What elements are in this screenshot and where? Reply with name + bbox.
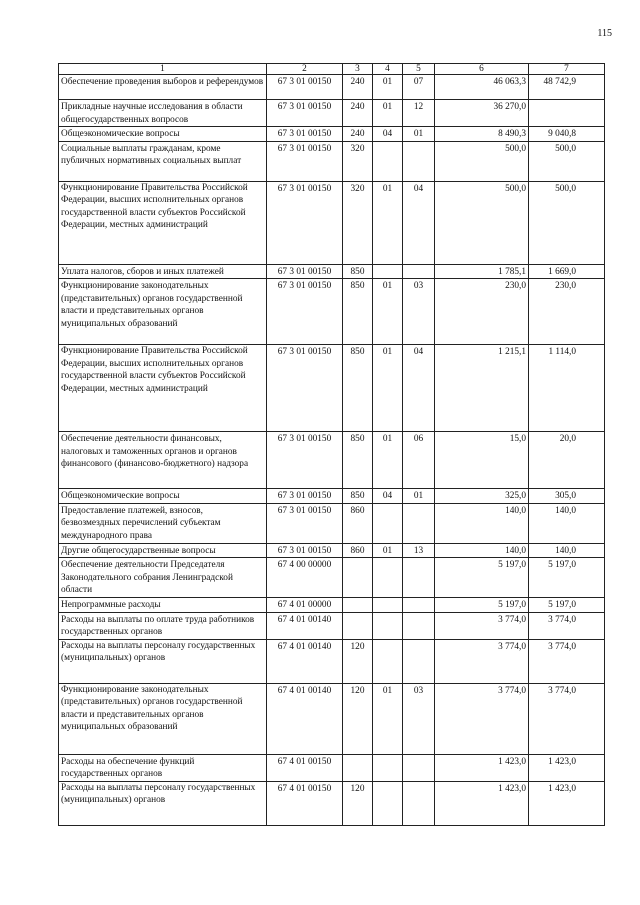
row-section: 01 [373, 683, 403, 754]
row-value-6: 325,0 [435, 489, 529, 504]
column-header: 6 [435, 64, 529, 75]
row-section [373, 612, 403, 639]
row-type: 850 [343, 432, 373, 489]
row-section [373, 639, 403, 683]
row-section: 01 [373, 543, 403, 558]
row-type: 120 [343, 781, 373, 825]
row-type [343, 612, 373, 639]
row-value-6: 230,0 [435, 279, 529, 345]
row-subsection [403, 558, 435, 598]
row-section: 04 [373, 127, 403, 142]
row-type: 850 [343, 279, 373, 345]
row-value-7: 1 669,0 [529, 264, 605, 279]
row-code: 67 3 01 00150 [267, 75, 343, 100]
row-code: 67 3 01 00150 [267, 141, 343, 181]
row-section: 01 [373, 181, 403, 264]
row-value-6: 1 423,0 [435, 781, 529, 825]
row-code: 67 3 01 00150 [267, 489, 343, 504]
row-value-7: 9 040,8 [529, 127, 605, 142]
row-code: 67 3 01 00150 [267, 279, 343, 345]
row-name: Социальные выплаты гражданам, кроме публичных нормативных социальных выплат [59, 141, 267, 181]
row-type: 240 [343, 127, 373, 142]
row-code: 67 3 01 00150 [267, 127, 343, 142]
row-value-7: 48 742,9 [529, 75, 605, 100]
row-name: Общеэкономические вопросы [59, 127, 267, 142]
table-row [59, 141, 605, 181]
row-value-7: 305,0 [529, 489, 605, 504]
table-row [59, 279, 605, 345]
row-section: 04 [373, 489, 403, 504]
row-value-7: 3 774,0 [529, 639, 605, 683]
row-value-6: 5 197,0 [435, 598, 529, 613]
row-value-7: 500,0 [529, 181, 605, 264]
row-type: 850 [343, 264, 373, 279]
table-row [59, 127, 605, 142]
table-row [59, 264, 605, 279]
row-subsection [403, 503, 435, 543]
row-type: 320 [343, 181, 373, 264]
row-type: 120 [343, 683, 373, 754]
column-header: 3 [343, 64, 373, 75]
table-row [59, 612, 605, 639]
row-subsection: 03 [403, 683, 435, 754]
row-section [373, 141, 403, 181]
row-subsection: 06 [403, 432, 435, 489]
row-value-6: 3 774,0 [435, 639, 529, 683]
row-value-7: 140,0 [529, 503, 605, 543]
table-row [59, 543, 605, 558]
row-code: 67 4 01 00000 [267, 598, 343, 613]
table-row [59, 683, 605, 754]
row-code: 67 3 01 00150 [267, 100, 343, 127]
row-value-6: 140,0 [435, 503, 529, 543]
row-value-7: 5 197,0 [529, 598, 605, 613]
row-name: Уплата налогов, сборов и иных платежей [59, 264, 267, 279]
row-value-6: 500,0 [435, 181, 529, 264]
row-subsection: 04 [403, 181, 435, 264]
row-name: Обеспечение проведения выборов и референдумов [59, 75, 267, 100]
row-name: Расходы на выплаты персоналу государственных (муниципальных) органов [59, 639, 267, 683]
row-subsection: 01 [403, 127, 435, 142]
row-code: 67 3 01 00150 [267, 543, 343, 558]
row-type [343, 558, 373, 598]
row-code: 67 4 01 00150 [267, 754, 343, 781]
column-header: 5 [403, 64, 435, 75]
row-code: 67 3 01 00150 [267, 432, 343, 489]
row-value-7: 1 423,0 [529, 781, 605, 825]
row-value-7 [529, 100, 605, 127]
row-subsection: 12 [403, 100, 435, 127]
page-number: 115 [597, 28, 612, 39]
table-header-row [59, 64, 605, 75]
row-subsection [403, 598, 435, 613]
row-subsection [403, 141, 435, 181]
row-section: 01 [373, 75, 403, 100]
row-section [373, 558, 403, 598]
row-subsection [403, 639, 435, 683]
row-code: 67 4 01 00140 [267, 683, 343, 754]
row-value-7: 3 774,0 [529, 612, 605, 639]
table-row [59, 489, 605, 504]
table-row [59, 181, 605, 264]
row-value-7: 1 423,0 [529, 754, 605, 781]
table-row [59, 432, 605, 489]
row-code: 67 3 01 00150 [267, 503, 343, 543]
row-value-6: 8 490,3 [435, 127, 529, 142]
row-name: Предоставление платежей, взносов, безвозмездных перечислений субъектам международного права [59, 503, 267, 543]
row-value-7: 1 114,0 [529, 345, 605, 432]
row-value-6: 1 785,1 [435, 264, 529, 279]
row-section [373, 598, 403, 613]
row-name: Другие общегосударственные вопросы [59, 543, 267, 558]
row-name: Функционирование Правительства Российской Федерации, высших исполнительных органов государственной власти субъектов Российской Федерации, местных администраций [59, 181, 267, 264]
row-value-7: 230,0 [529, 279, 605, 345]
row-subsection: 13 [403, 543, 435, 558]
row-type [343, 598, 373, 613]
row-value-7: 3 774,0 [529, 683, 605, 754]
row-name: Расходы на выплаты персоналу государственных (муниципальных) органов [59, 781, 267, 825]
row-subsection [403, 754, 435, 781]
column-header: 4 [373, 64, 403, 75]
table-row [59, 754, 605, 781]
budget-table [58, 63, 605, 826]
row-type: 850 [343, 489, 373, 504]
row-section [373, 754, 403, 781]
table-row [59, 100, 605, 127]
row-type: 240 [343, 75, 373, 100]
row-value-6: 36 270,0 [435, 100, 529, 127]
row-section: 01 [373, 432, 403, 489]
row-type: 860 [343, 543, 373, 558]
row-subsection: 04 [403, 345, 435, 432]
table-row [59, 75, 605, 100]
row-name: Прикладные научные исследования в области общегосударственных вопросов [59, 100, 267, 127]
row-value-6: 15,0 [435, 432, 529, 489]
row-section: 01 [373, 345, 403, 432]
row-code: 67 3 01 00150 [267, 345, 343, 432]
row-code: 67 4 01 00140 [267, 612, 343, 639]
row-code: 67 3 01 00150 [267, 264, 343, 279]
row-type: 120 [343, 639, 373, 683]
row-code: 67 4 01 00140 [267, 639, 343, 683]
row-code: 67 4 01 00150 [267, 781, 343, 825]
table-row [59, 503, 605, 543]
row-value-6: 3 774,0 [435, 612, 529, 639]
row-type: 850 [343, 345, 373, 432]
row-name: Функционирование законодательных (представительных) органов государственной власти и представительных органов муниципальных образований [59, 279, 267, 345]
column-header: 2 [267, 64, 343, 75]
row-value-6: 5 197,0 [435, 558, 529, 598]
column-header: 7 [529, 64, 605, 75]
row-value-7: 500,0 [529, 141, 605, 181]
row-value-6: 500,0 [435, 141, 529, 181]
row-value-6: 1 423,0 [435, 754, 529, 781]
row-value-6: 3 774,0 [435, 683, 529, 754]
table-row [59, 558, 605, 598]
row-name: Расходы на выплаты по оплате труда работников государственных органов [59, 612, 267, 639]
row-code: 67 3 01 00150 [267, 181, 343, 264]
row-value-7: 140,0 [529, 543, 605, 558]
row-value-7: 20,0 [529, 432, 605, 489]
column-header: 1 [59, 64, 267, 75]
row-subsection: 01 [403, 489, 435, 504]
row-section: 01 [373, 279, 403, 345]
row-code: 67 4 00 00000 [267, 558, 343, 598]
row-value-7: 5 197,0 [529, 558, 605, 598]
row-name: Обеспечение деятельности финансовых, налоговых и таможенных органов и органов финансового (финансово-бюджетного) надзора [59, 432, 267, 489]
row-section [373, 264, 403, 279]
row-value-6: 1 215,1 [435, 345, 529, 432]
row-name: Функционирование Правительства Российской Федерации, высших исполнительных органов государственной власти субъектов Российской Федерации, местных администраций [59, 345, 267, 432]
table-row [59, 639, 605, 683]
row-subsection [403, 612, 435, 639]
row-section: 01 [373, 100, 403, 127]
row-subsection: 07 [403, 75, 435, 100]
row-subsection [403, 781, 435, 825]
row-section [373, 503, 403, 543]
row-type: 320 [343, 141, 373, 181]
row-name: Обеспечение деятельности Председателя Законодательного собрания Ленинградской области [59, 558, 267, 598]
table-row [59, 781, 605, 825]
row-name: Расходы на обеспечение функций государственных органов [59, 754, 267, 781]
row-name: Непрограммные расходы [59, 598, 267, 613]
table-row [59, 598, 605, 613]
table-row [59, 345, 605, 432]
row-name: Функционирование законодательных (представительных) органов государственной власти и представительных органов муниципальных образований [59, 683, 267, 754]
row-type: 860 [343, 503, 373, 543]
row-type [343, 754, 373, 781]
row-value-6: 46 063,3 [435, 75, 529, 100]
row-subsection [403, 264, 435, 279]
row-value-6: 140,0 [435, 543, 529, 558]
row-subsection: 03 [403, 279, 435, 345]
row-type: 240 [343, 100, 373, 127]
row-name: Общеэкономические вопросы [59, 489, 267, 504]
row-section [373, 781, 403, 825]
